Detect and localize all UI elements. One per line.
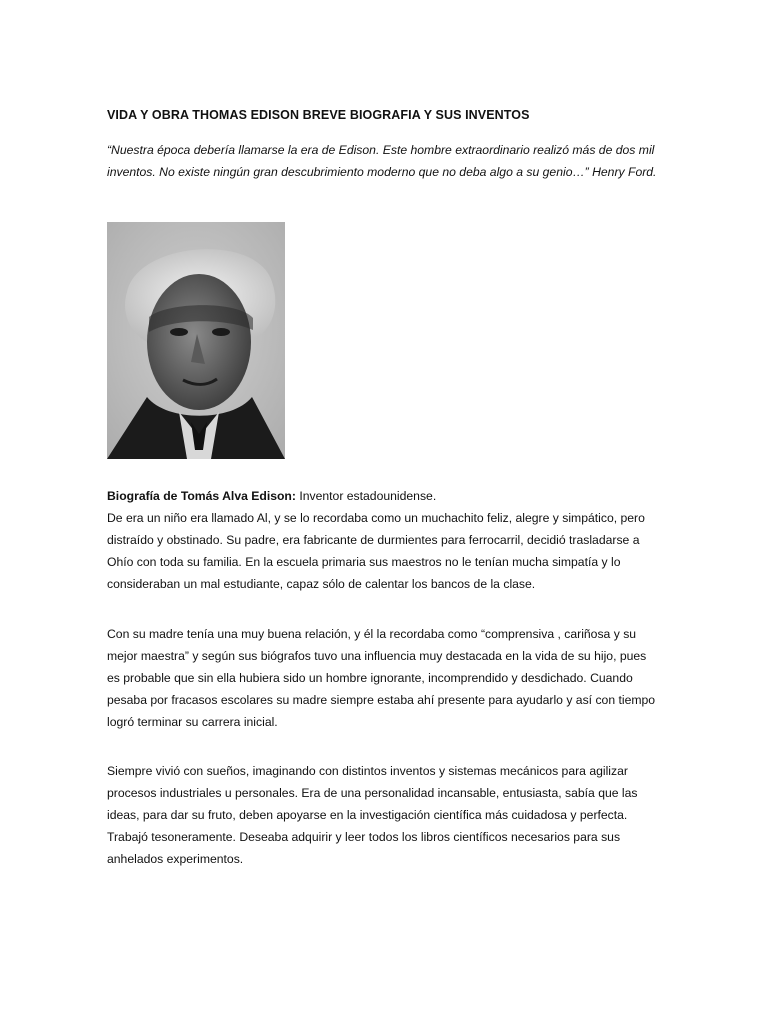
paragraph-line: Siempre vivió con sueños, imaginando con distintos inventos y sistemas mecánicos para agilizar [107,764,628,778]
paragraph-line: Trabajó tesoneramente. Deseaba adquirir y leer todos los libros científicos necesarios para sus [107,830,621,844]
paragraph-line: ideas, para dar su fruto, deben apoyarse en la investigación científica más cuidadosa y perfecta. [107,808,628,822]
portrait-photo-icon [107,222,285,459]
paragraph-line: pesaba por fracasos escolares su madre siempre estaba ahí presente para ayudarlo y así con tiempo [107,693,656,707]
quote-line: inventos. No existe ningún gran descubrimiento moderno que no deba algo a su genio…” Henry Ford. [107,165,657,179]
paragraph-line: logró terminar su carrera inicial. [107,715,278,729]
paragraph-line: De era un niño era llamado Al, y se lo recordaba como un muchachito feliz, alegre y simpático, pero [107,511,645,525]
paragraph-line: consideraban un mal estudiante, capaz sólo de calentar los bancos de la clase. [107,577,536,591]
biography-paragraph-3 [107,760,687,870]
paragraph-line: Con su madre tenía una muy buena relación, y él la recordaba como “comprensiva , cariñosa y su [107,627,637,641]
paragraph-line: es probable que sin ella hubiera sido un hombre ignorante, incomprendido y desdichado. Cuando [107,671,633,685]
bio-heading-bold: Biografía de Tomás Alva Edison: [107,489,296,503]
paragraph-line: procesos industriales u personales. Era de una personalidad incansable, entusiasta, sabía que las [107,786,638,800]
paragraph-line: mejor maestra” y según sus biógrafos tuvo una influencia muy destacada en la vida de su hijo, pues [107,649,647,663]
paragraph-line: anhelados experimentos. [107,852,244,866]
quote-line: “Nuestra época debería llamarse la era de Edison. Este hombre extraordinario realizó más de dos mil [107,143,655,157]
biography-paragraph-2 [107,623,687,733]
paragraph-line: Ohío con toda su familia. En la escuela primaria sus maestros no le tenían mucha simpatía y lo [107,555,621,569]
paragraph-line: distraído y obstinado. Su padre, era fabricante de durmientes para ferrocarril, decidió trasladarse a [107,533,640,547]
bio-heading-rest: Inventor estadounidense. [295,489,437,503]
biography-paragraph-1 [107,485,687,595]
document-title: VIDA Y OBRA THOMAS EDISON BREVE BIOGRAFIA Y SUS INVENTOS [107,108,530,122]
bio-heading [107,485,687,507]
henry-ford-quote [107,139,677,183]
